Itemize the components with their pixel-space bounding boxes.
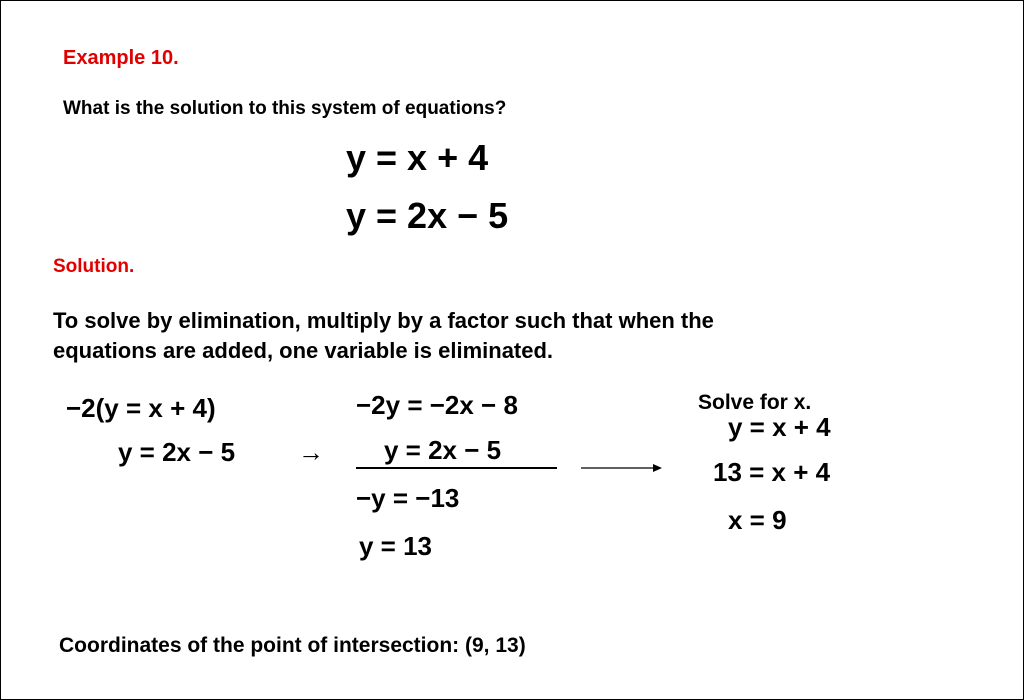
explanation-line-1: To solve by elimination, multiply by a factor such that when the <box>53 308 714 333</box>
question: What is the solution to this system of equations? <box>63 98 507 119</box>
second-equation: y = 2x − 5 <box>118 437 236 467</box>
example-label: Example 10. <box>63 47 179 69</box>
solve-step-1: y = x + 4 <box>728 412 831 442</box>
multiplied-equation: −2(y = x + 4) <box>66 393 216 423</box>
system-equation-2: y = 2x − 5 <box>346 195 509 236</box>
system-equation-1: y = x + 4 <box>346 137 489 178</box>
solve-step-2: 13 = x + 4 <box>713 457 831 487</box>
sum-line <box>356 467 557 469</box>
explanation-line-2: equations are added, one variable is eliminated. <box>53 338 554 363</box>
right-arrow-icon: → <box>298 437 324 467</box>
elimination-row-2: y = 2x − 5 <box>384 435 502 465</box>
elimination-result: y = 13 <box>359 531 433 561</box>
solve-step-3: x = 9 <box>728 505 787 535</box>
solution-label: Solution. <box>53 256 135 277</box>
conclusion: Coordinates of the point of intersection: (9, 13) <box>59 634 526 657</box>
solve-for-x-label: Solve for x. <box>698 391 812 414</box>
elimination-row-1: −2y = −2x − 8 <box>356 390 518 420</box>
elimination-sum: −y = −13 <box>356 483 460 513</box>
long-arrow-icon <box>581 462 663 474</box>
